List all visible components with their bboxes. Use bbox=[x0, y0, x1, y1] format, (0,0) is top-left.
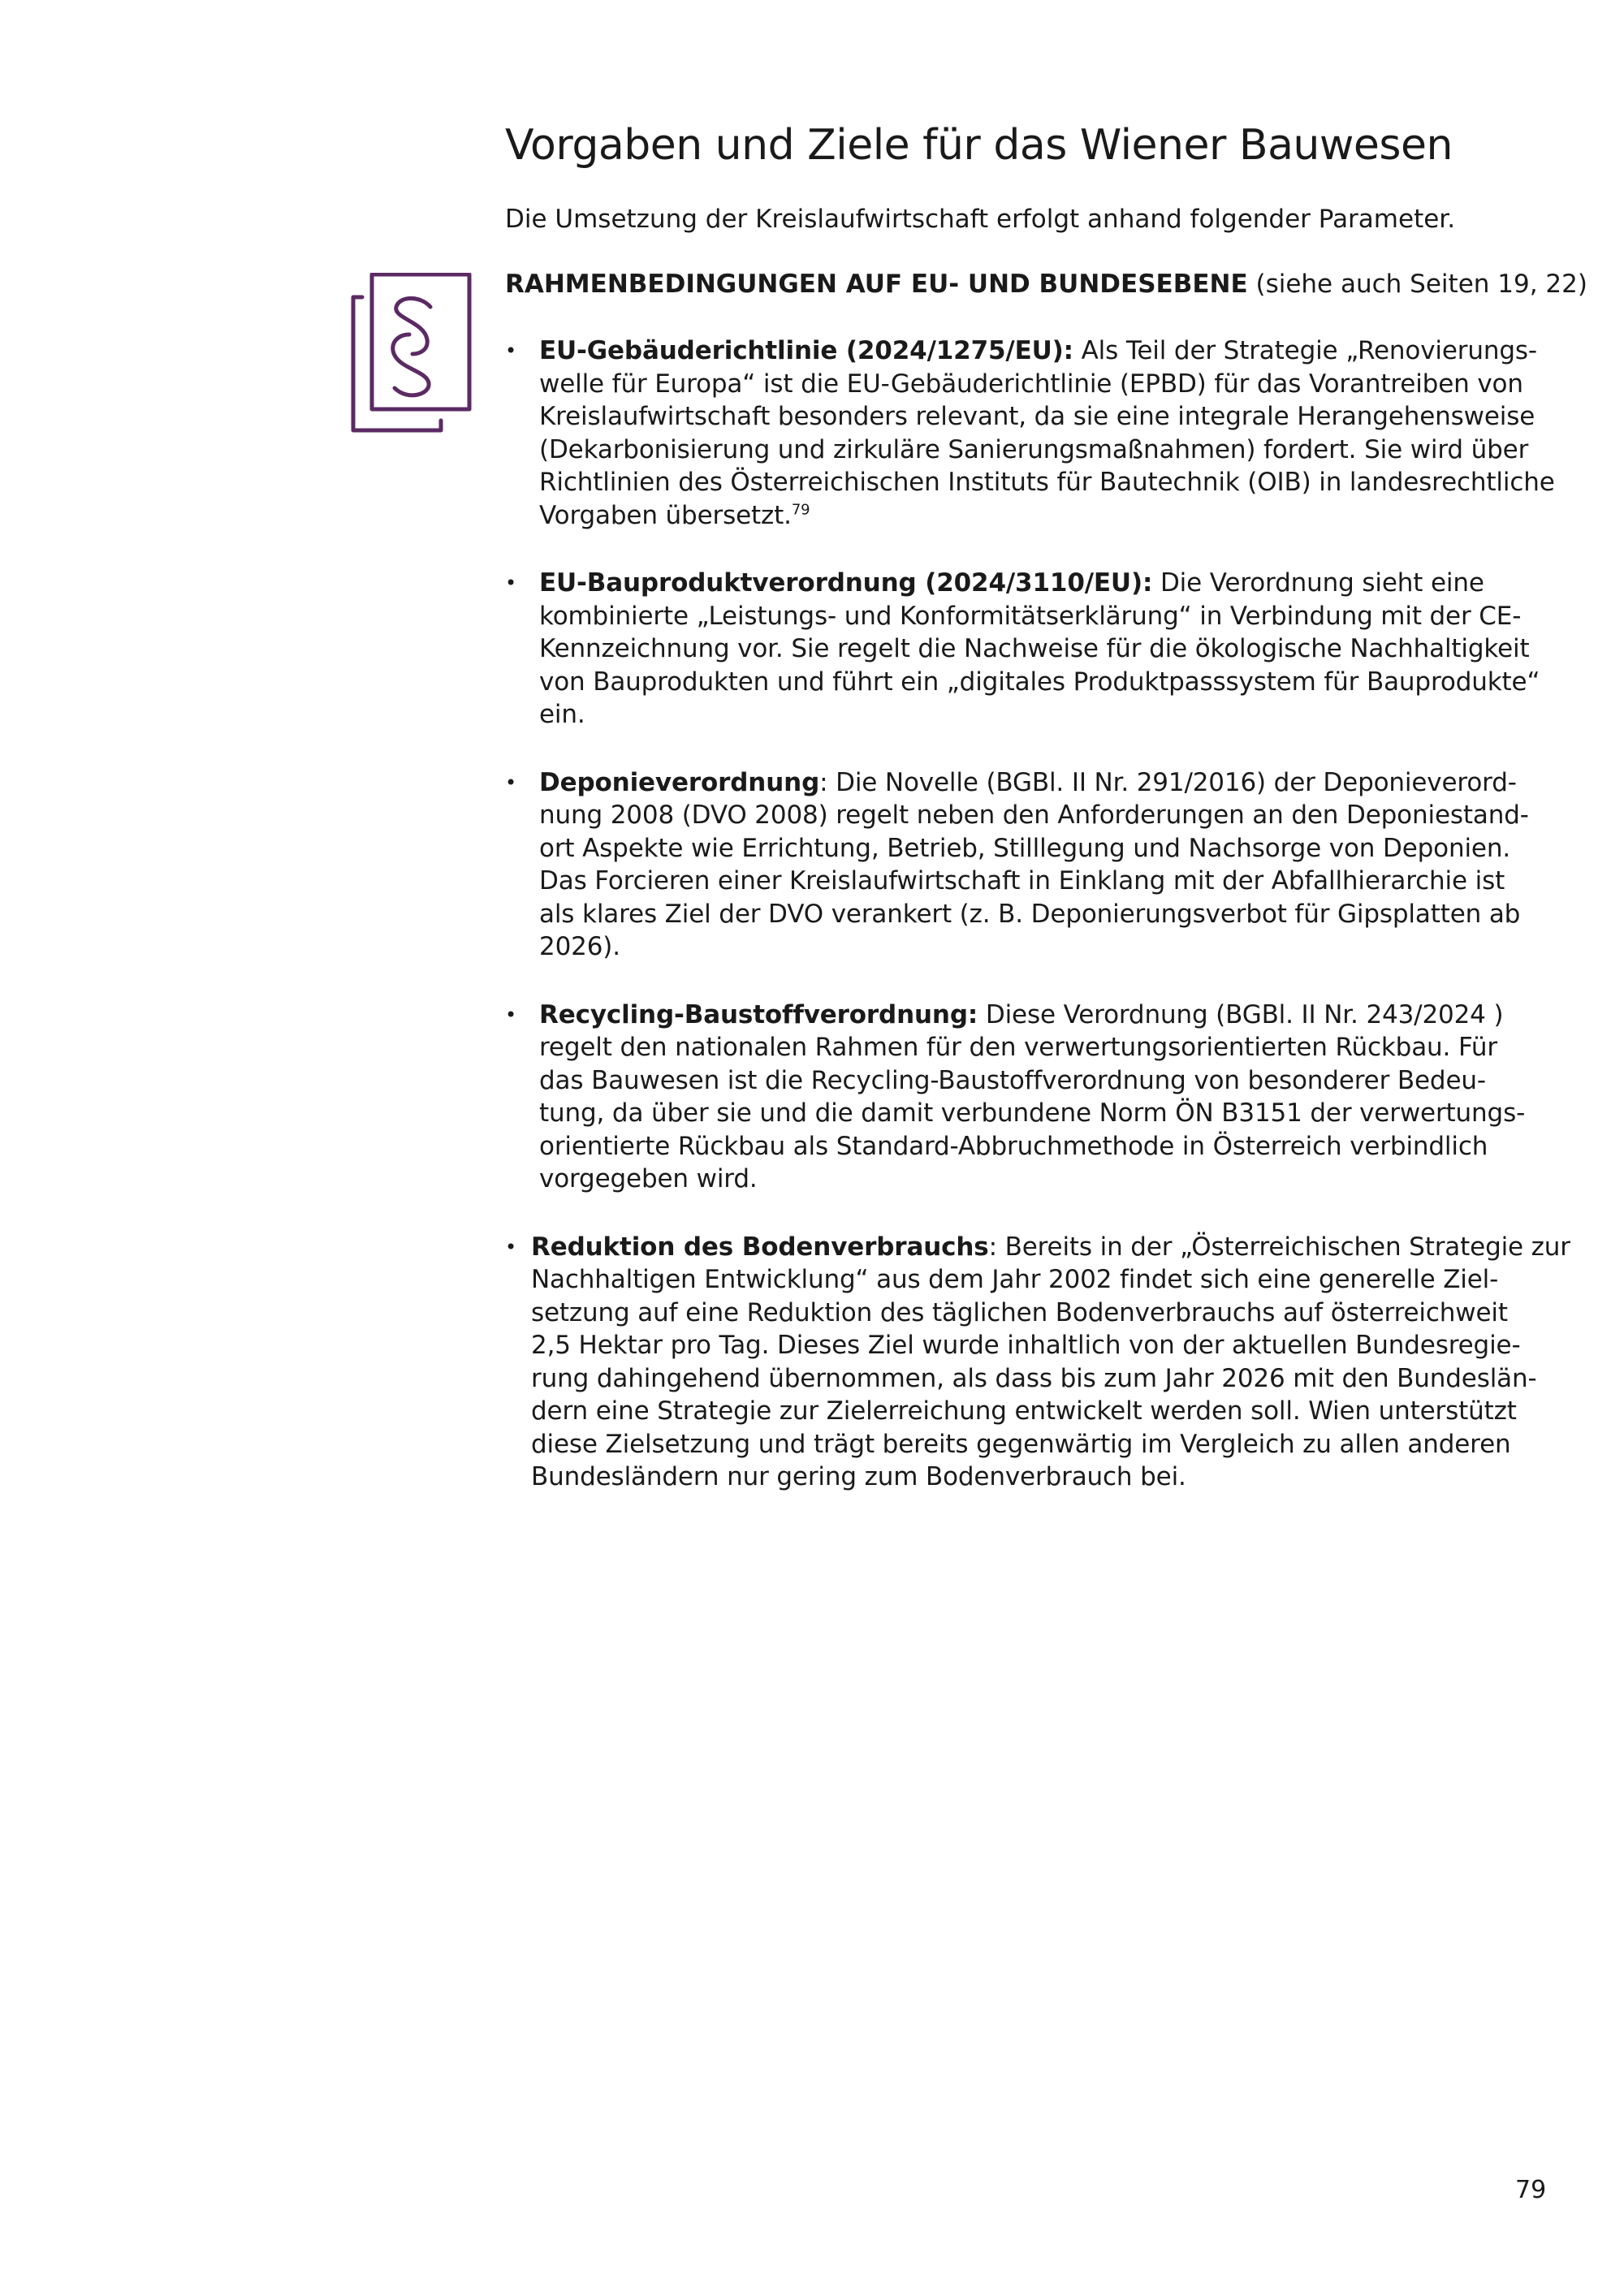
page-title: Vorgaben und Ziele für das Wiener Bauwesen bbox=[505, 121, 1453, 170]
section-heading-title: RAHMENBEDINGUNGEN AUF EU- UND BUNDESEBENE bbox=[505, 270, 1248, 299]
list-item-term: EU-Bauproduktverordnung (2024/3110/EU): bbox=[539, 568, 1153, 598]
list-item: • EU-Bauproduktverordnung (2024/3110/EU): Die Verordnung sieht eine kombinierte „Leistungs- und Konformitätserklärung“ in Verbindung mit der CE- Kennzeichnung vor. Sie regelt die Nachweise für die ökologische Nachhaltigkeit von Bauprodukten und führt ein „digitales Produktpasssystem für Bauprodukte“ ein. bbox=[505, 567, 1561, 732]
list-item-term: Recycling-Baustoffverordnung: bbox=[539, 999, 978, 1029]
list-item-term: EU-Gebäuderichtlinie (2024/1275/EU): bbox=[539, 336, 1073, 365]
list-item: • EU-Gebäuderichtlinie (2024/1275/EU): Als Teil der Strategie „Renovierungs- welle für Europa“ ist die EU-Gebäuderichtlinie (EPBD) für das Vorantreiben von Kreislaufwirtschaft besonders relevant, da sie eine integrale Herangehensweise (Dekarbonisierung und zirkuläre Sanierungsmaßnahmen) fordert. Sie wird über Richtlinien des Österreichischen Instituts für Bautechnik (OIB) in landesrechtliche Vorgaben übersetzt.$^{79}$ bbox=[505, 334, 1561, 532]
list-item: • Deponieverordnung: Die Novelle (BGBl. II Nr. 291/2016) der Deponieverord- nung 2008 (DVO 2008) regelt neben den Anforderungen an den Deponiestand- ort Aspekte wie Errichtung, Betrieb, Stilllegung und Nachsorge von Deponien. Das Forcieren einer Kreislaufwirtschaft in Einklang mit der Abfallhierarchie ist als klares Ziel der DVO verankert (z. B. Deponierungsverbot für Gipsplatten ab 2026). bbox=[505, 766, 1561, 964]
list-item-term: Reduktion des Bodenverbrauchs bbox=[531, 1232, 989, 1262]
regulations-list bbox=[505, 334, 1570, 1529]
footnote-ref: 79 bbox=[791, 501, 810, 519]
list-item: • Reduktion des Bodenverbrauchs: Bereits in der „Österreichischen Strategie zur Nachhaltigen Entwicklung“ aus dem Jahr 2002 findet sich eine generelle Ziel- setzung auf eine Reduktion des täglichen Bodenverbrauchs auf österreichweit 2,5 Hektar pro Tag. Dieses Ziel wurde inhaltlich von der aktuellen Bundesregie- rung dahingehend übernommen, als dass bis zum Jahr 2026 mit den Bundeslän- dern eine Strategie zur Zielerreichung entwickelt werden soll. Wien unterstützt diese Zielsetzung und trägt bereits gegenwärtig im Vergleich zu allen anderen Bundesländern nur gering zum Bodenverbrauch bei. bbox=[505, 1231, 1561, 1494]
paragraph-icon bbox=[349, 273, 473, 435]
section-heading-note: (siehe auch Seiten 19, 22) bbox=[1247, 270, 1587, 299]
list-item: • Recycling-Baustoffverordnung: Diese Verordnung (BGBl. II Nr. 243/2024 ) regelt den nationalen Rahmen für den verwertungsorientierten Rückbau. Für das Bauwesen ist die Recycling-Baustoffverordnung von besonderer Bedeu- tung, da über sie und die damit verbundene Norm ÖN B3151 der verwertungs- orientierte Rückbau als Standard-Abbruchmethode in Österreich verbindlich vorgegeben wird. bbox=[505, 999, 1561, 1196]
list-item-term: Deponieverordnung bbox=[539, 767, 820, 797]
section-heading bbox=[505, 268, 1587, 300]
page-number: 79 bbox=[1515, 2176, 1547, 2204]
intro-text: Die Umsetzung der Kreislaufwirtschaft erfolgt anhand folgender Parameter. bbox=[505, 205, 1456, 234]
